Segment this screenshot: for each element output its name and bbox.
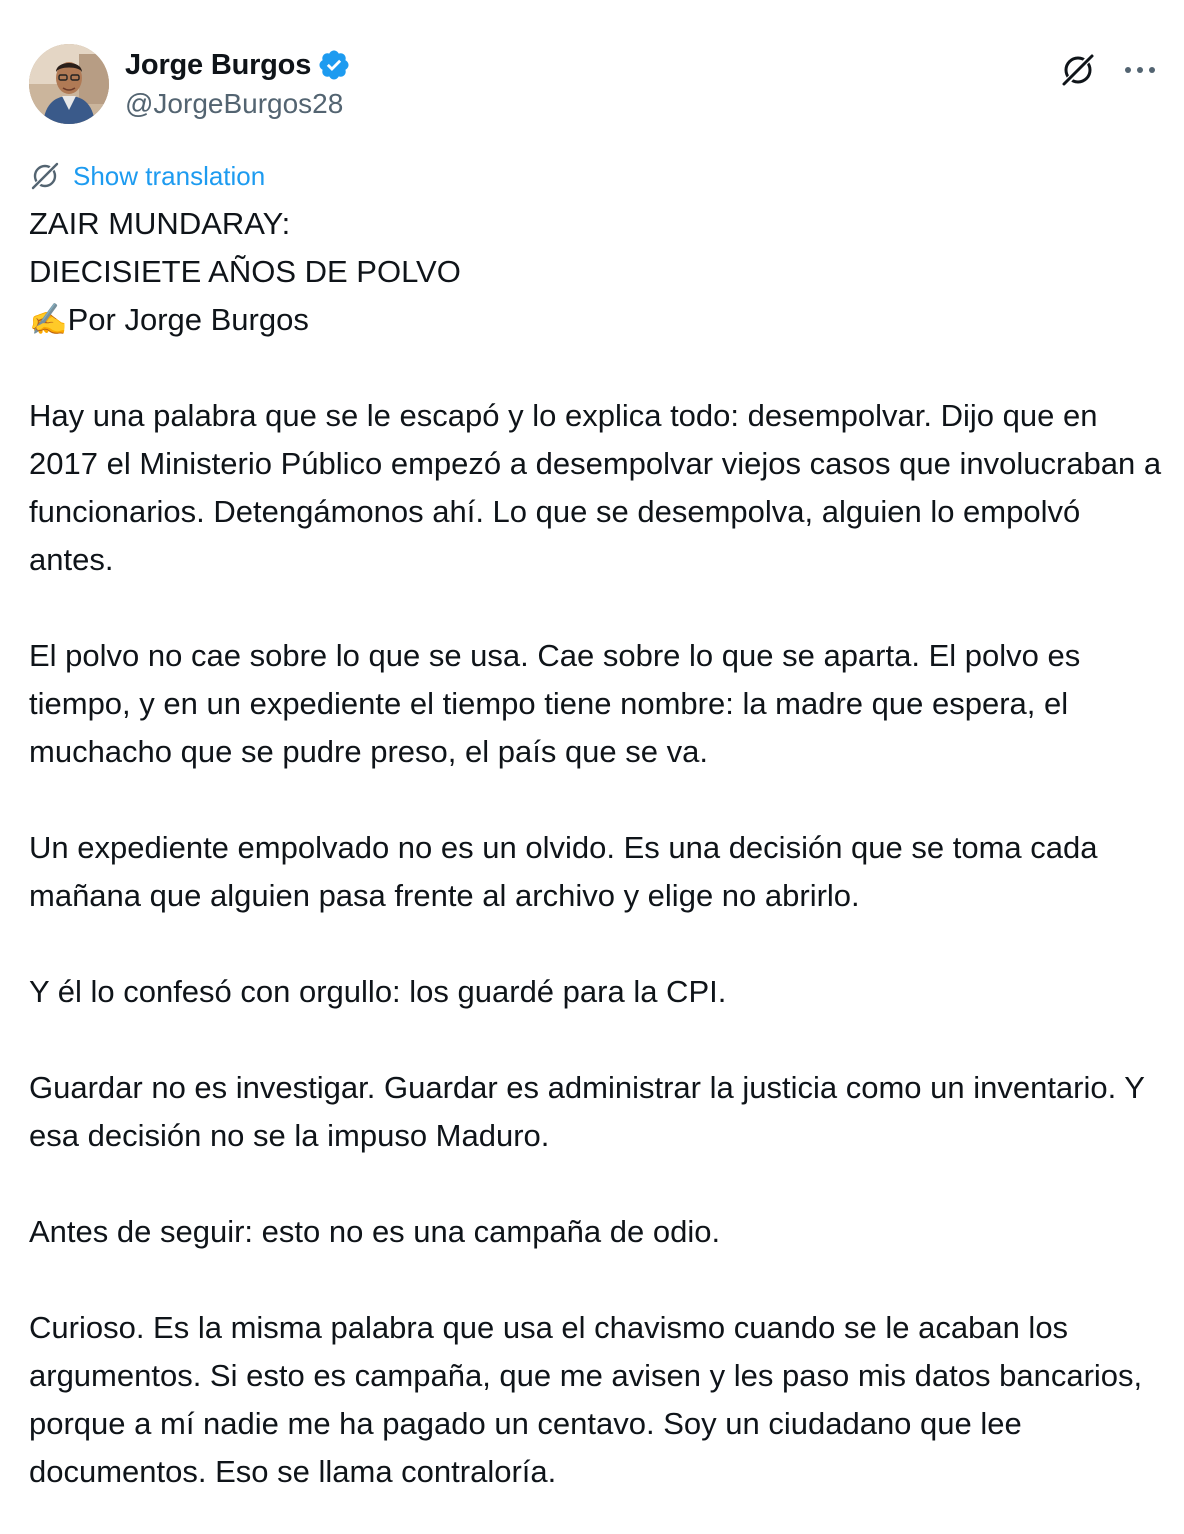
author-handle[interactable]: @JorgeBurgos28	[125, 88, 344, 119]
paragraph-gap	[29, 776, 1164, 824]
display-name[interactable]: Jorge Burgos	[125, 48, 312, 81]
tweet-paragraph: Hay una palabra que se le escapó y lo explica todo: desempolvar. Dijo que en 2017 el Ministerio Público empezó a desempolvar viejos casos que involucraban a funcionarios. Detengámonos ahí. Lo que se desempolva, alguien lo empolvó antes.	[29, 398, 1162, 577]
paragraph-gap	[29, 584, 1164, 632]
paragraph-gap	[29, 344, 1164, 392]
tweet-paragraph: El polvo no cae sobre lo que se usa. Cae sobre lo que se aparta. El polvo es tiempo, y en un expediente el tiempo tiene nombre: la madre que espera, el muchacho que se pudre preso, el país que se va.	[29, 638, 1081, 769]
paragraph-gap	[29, 1016, 1164, 1064]
verified-badge-icon[interactable]	[317, 48, 351, 82]
tweet-paragraph: Un expediente empolvado no es un olvido. Es una decisión que se toma cada mañana que alguien pasa frente al archivo y elige no abrirlo.	[29, 830, 1098, 913]
tweet-header	[29, 44, 1160, 126]
tweet-byline: ✍️Por Jorge Burgos	[29, 302, 309, 337]
avatar[interactable]	[29, 44, 109, 124]
grok-icon[interactable]	[1058, 50, 1098, 90]
paragraph-gap	[29, 1160, 1164, 1208]
tweet-title-line2: DIECISIETE AÑOS DE POLVO	[29, 254, 461, 289]
show-translation-row[interactable]	[29, 158, 265, 194]
header-actions	[1058, 50, 1160, 90]
show-translation-link[interactable]: Show translation	[73, 160, 266, 191]
tweet-paragraph: Y él lo confesó con orgullo: los guardé para la CPI.	[29, 974, 727, 1009]
tweet-paragraph: Guardar no es investigar. Guardar es administrar la justicia como un inventario. Y esa decisión no se la impuso Maduro.	[29, 1070, 1145, 1153]
tweet-paragraph: Antes de seguir: esto no es una campaña de odio.	[29, 1214, 721, 1249]
tweet-title-line1: ZAIR MUNDARAY:	[29, 206, 291, 241]
tweet-paragraph: Curioso. Es la misma palabra que usa el chavismo cuando se le acaban los argumentos. Si esto es campaña, que me avisen y les paso mis datos bancarios, porque a mí nadie me ha pagado un centavo. Soy un ciudadano que lee documentos. Eso se llama contraloría.	[29, 1310, 1143, 1489]
more-icon[interactable]	[1120, 50, 1160, 90]
tweet-text	[29, 200, 1164, 1496]
paragraph-gap	[29, 920, 1164, 968]
author-block	[125, 46, 351, 120]
display-name-row	[125, 46, 351, 84]
paragraph-gap	[29, 1256, 1164, 1304]
grok-icon	[29, 160, 61, 192]
